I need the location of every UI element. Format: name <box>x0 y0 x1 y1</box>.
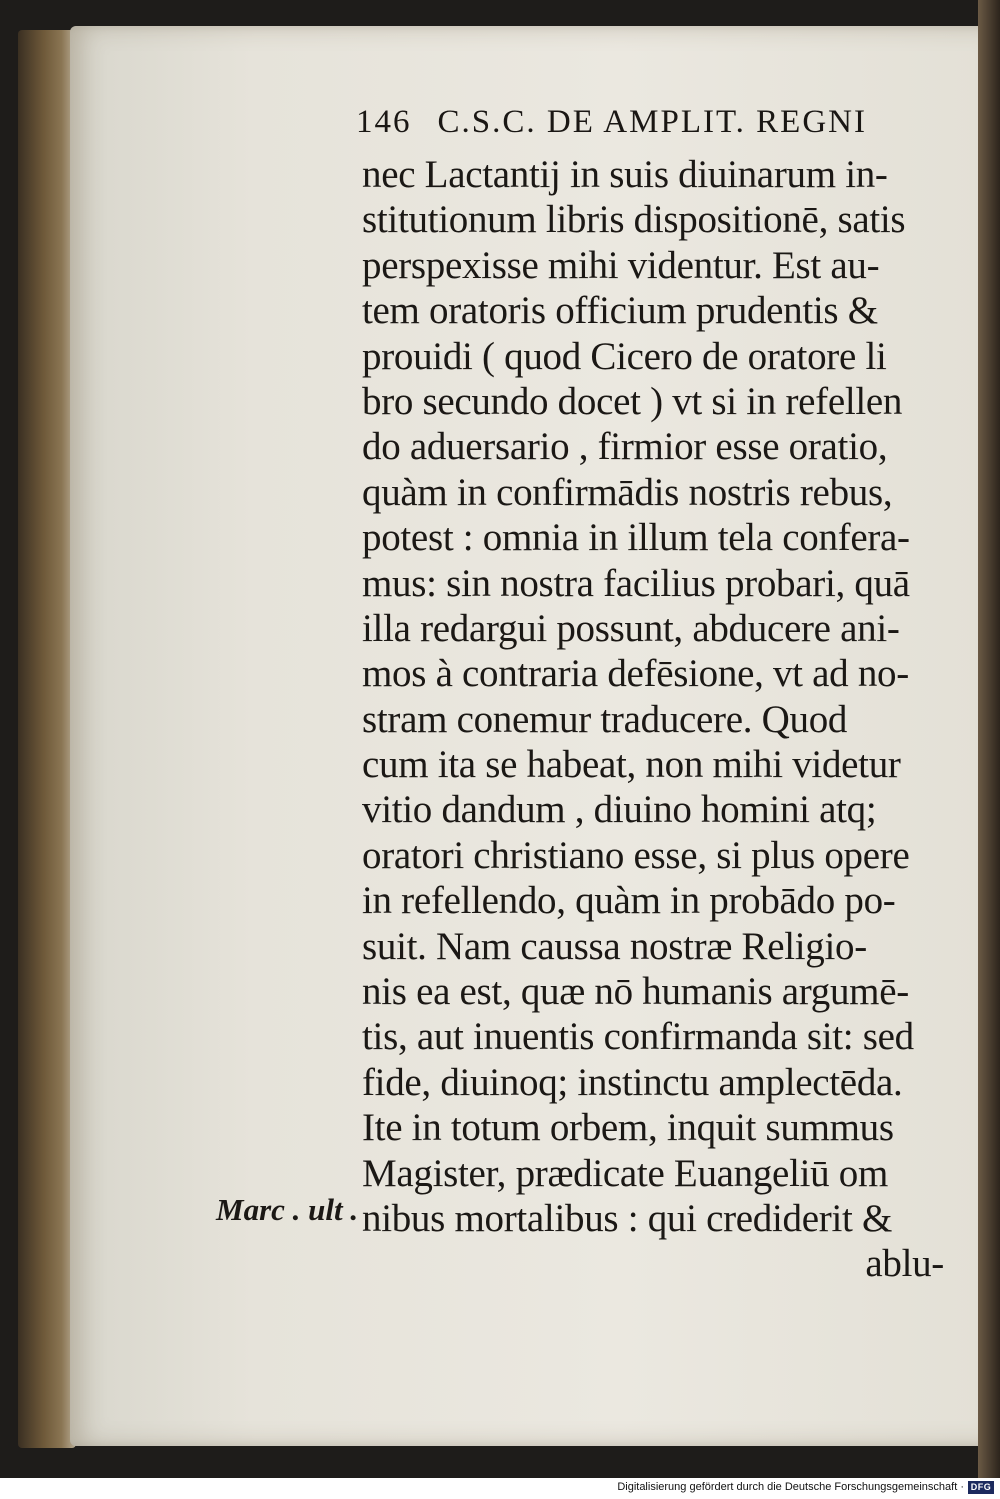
text-line: bro secundo docet ) vt si in refellen <box>362 379 903 423</box>
text-line: illa redargui possunt, abducere ani- <box>362 606 900 650</box>
footer <box>0 1478 1000 1499</box>
text-line: potest : omnia in illum tela confera- <box>362 516 910 560</box>
text-line: Ite in totum orbem, inquit summus <box>362 1106 894 1150</box>
text-line: perspexisse mihi videntur. Est au- <box>362 243 880 287</box>
text-line: nec Lactantij in suis diuinarum in- <box>362 153 888 196</box>
running-title: C.S.C. DE AMPLIT. REGNI <box>437 104 867 140</box>
text-line: tis, aut inuentis confirmanda sit: sed <box>362 1015 914 1059</box>
text-line: cum ita se habeat, non mihi videtur <box>362 743 901 787</box>
text-line: fide, diuinoq; instinctu amplectēda. <box>362 1060 903 1104</box>
text-line: quàm in confirmādis nostris rebus, <box>362 470 893 514</box>
catchword: ablu- <box>865 1242 944 1286</box>
text-block <box>362 152 972 1287</box>
text-line: nis ea est, quæ nō humanis argumē- <box>362 970 909 1014</box>
text-line: suit. Nam caussa nostræ Religio- <box>362 924 867 968</box>
text-line: prouidi ( quod Cicero de oratore li <box>362 334 887 378</box>
page-number: 146 <box>356 104 412 140</box>
text-line: oratori christiano esse, si plus opere <box>362 833 910 877</box>
text-line: stram conemur traducere. Quod <box>362 697 848 741</box>
text-line: in refellendo, quàm in probādo po- <box>362 879 896 923</box>
text-line: nibus mortalibus : qui crediderit & <box>362 1196 892 1240</box>
text-line: Magister, prædicate Euangeliū om <box>362 1151 889 1195</box>
book-cover-edge <box>978 0 1000 1478</box>
dfg-logo-icon: DFG <box>968 1481 994 1494</box>
running-head <box>356 104 956 148</box>
book-edge <box>18 30 76 1448</box>
text-line: do aduersario , firmior esse oratio, <box>362 425 888 469</box>
marginal-note: Marc . ult . <box>216 1192 359 1227</box>
text-line: tem oratoris officium prudentis & <box>362 289 878 333</box>
text-line: stitutionum libris dispositionē, satis <box>362 198 906 242</box>
text-line: mos à contraria defēsione, vt ad no- <box>362 652 909 696</box>
digitization-credit: Digitalisierung gefördert durch die Deutsche Forschungsgemeinschaft · <box>617 1481 964 1493</box>
text-line: mus: sin nostra facilius probari, quā <box>362 561 910 605</box>
text-line: vitio dandum , diuino homini atq; <box>362 788 877 832</box>
